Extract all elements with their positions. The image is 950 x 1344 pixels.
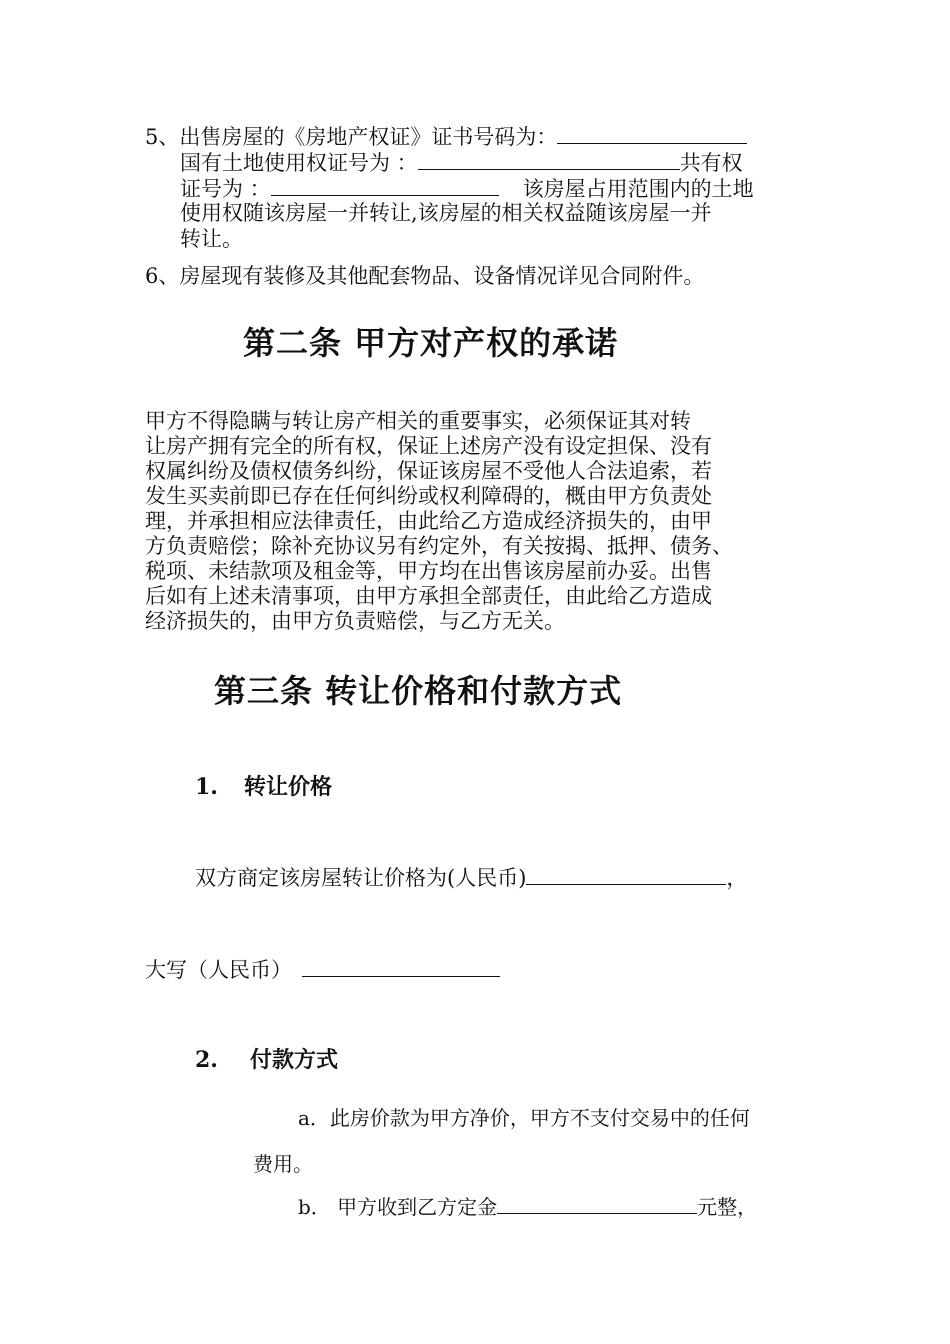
price-line	[195, 862, 747, 892]
item-5-line-3	[180, 175, 754, 201]
item-6-line: 6、房屋现有装修及其他配套物品、设备情况详见合同附件。	[145, 264, 705, 288]
payment-a-line-2: 费用。	[253, 1152, 313, 1176]
item-5-line-1	[145, 123, 747, 149]
sub-1-title: 转让价格	[243, 775, 332, 800]
deposit-blank[interactable]	[497, 1193, 697, 1214]
article-2-line: 后如有上述未清事项，由甲方承担全部责任，由此给乙方造成	[145, 584, 712, 608]
article-2-line: 甲方不得隐瞒与转让房产相关的重要事实，必须保证其对转	[145, 409, 691, 433]
sub-2-heading	[195, 1043, 338, 1074]
article-3-heading: 第三条 转让价格和付款方式	[214, 672, 623, 710]
co-ownership-number-blank[interactable]	[271, 175, 499, 196]
payment-b-suffix: 元整，	[697, 1195, 758, 1219]
sub-2-number: 2.	[195, 1047, 218, 1073]
article-2-line: 发生买卖前即已存在任何纠纷或权利障碍的，概由甲方负责处	[145, 484, 712, 508]
item-5-text-3a: 证号为 ：	[180, 177, 271, 201]
payment-b-line	[298, 1191, 757, 1220]
article-2-line: 理，并承担相应法律责任，由此给乙方造成经济损失的，由甲	[145, 509, 712, 533]
payment-a-line-1: a．此房价款为甲方净价，甲方不支付交易中的任何	[298, 1106, 750, 1130]
payment-b-label: b． 甲方收到乙方定金	[298, 1195, 498, 1219]
article-2-line: 让房产拥有完全的所有权，保证上述房产没有设定担保、没有	[145, 434, 712, 458]
article-2-line: 权属纠纷及债权债务纠纷，保证该房屋不受他人合法追索，若	[145, 459, 712, 483]
price-blank[interactable]	[526, 864, 726, 885]
item-5-text-2b: 共有权	[679, 151, 743, 175]
article-2-paragraph	[145, 409, 825, 634]
article-2-heading: 第二条 甲方对产权的承诺	[243, 324, 619, 362]
article-2-line: 税项、未结款项及租金等，甲方均在出售该房屋前办妥。出售	[145, 559, 712, 583]
item-5-line-4: 使用权随该房屋一并转让,该房屋的相关权益随该房屋一并	[180, 201, 712, 225]
price-comma: ，	[726, 866, 748, 890]
price-label: 双方商定该房屋转让价格为(人民币)	[195, 866, 527, 890]
sub-1-heading	[195, 770, 332, 801]
item-5-text-3b: 该房屋占用范围内的土地	[522, 177, 754, 201]
capital-price-label: 大写（人民币）	[145, 958, 292, 982]
item-5-line-5: 转让。	[180, 227, 243, 251]
sub-1-number: 1.	[195, 774, 218, 800]
sub-2-title: 付款方式	[249, 1048, 338, 1073]
certificate-number-blank[interactable]	[557, 123, 747, 144]
item-5-text-2a: 国有土地使用权证号为 ：	[180, 151, 418, 175]
capital-price-line	[145, 954, 500, 984]
land-use-number-blank[interactable]	[418, 149, 680, 170]
article-2-line: 经济损失的，由甲方负责赔偿，与乙方无关。	[145, 609, 565, 633]
capital-price-blank[interactable]	[302, 956, 500, 977]
article-2-line: 方负责赔偿；除补充协议另有约定外，有关按揭、抵押、债务、	[145, 534, 733, 558]
item-5-text-1: 5、出售房屋的《房地产权证》证书号码为：	[145, 125, 558, 149]
item-5-line-2	[180, 149, 743, 175]
